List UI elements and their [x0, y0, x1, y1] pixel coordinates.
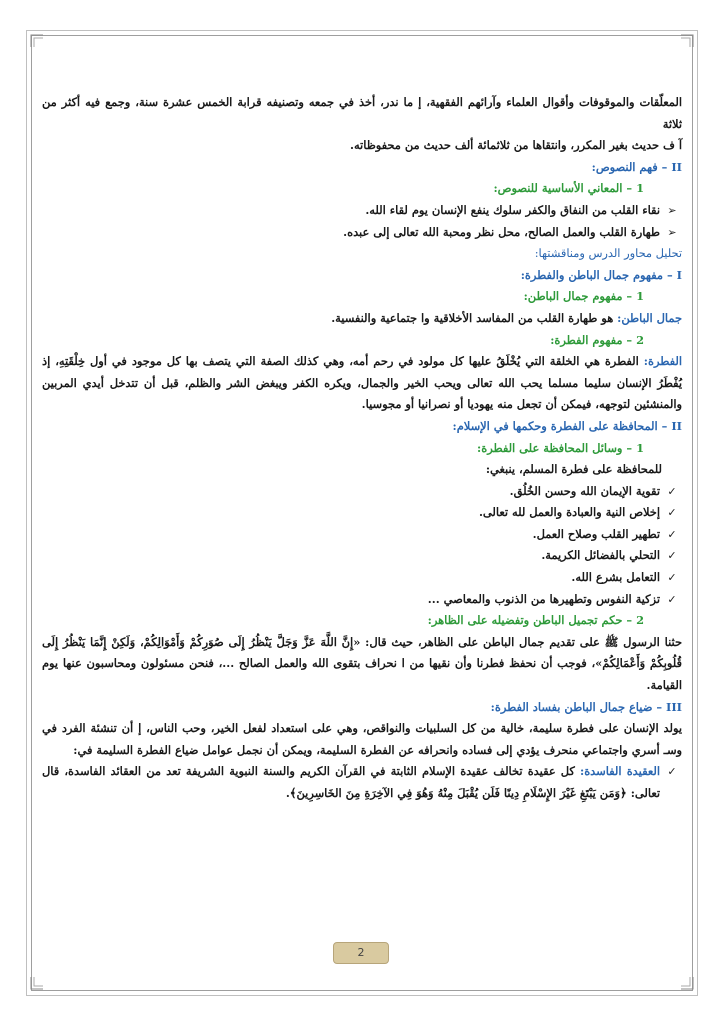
corner-ornament-icon [680, 976, 694, 990]
section-heading-1 [42, 265, 682, 287]
list-item: ➢ نقاء القلب من النفاق والكفر سلوك ينفع الإنسان يوم لقاء الله. [42, 200, 682, 222]
corner-ornament-icon [30, 34, 44, 48]
section-heading-3 [42, 697, 682, 719]
section-number: III [666, 699, 682, 714]
section-title: – المحافظة على الفطرة وحكمها في الإسلام: [452, 418, 668, 433]
page-number-badge: 2 [333, 942, 389, 964]
check-icon: ✓ [667, 506, 677, 520]
document-body [42, 92, 682, 805]
definition-paragraph: جمال الباطن: هو طهارة القلب من المفاسد الأخلاقية وا جتماعية والنفسية. [331, 310, 682, 325]
section-title: – فهم النصوص: [591, 159, 668, 174]
list-item: ✓ إخلاص النية والعبادة والعمل لله تعالى. [42, 502, 682, 524]
body-paragraph: يولد الإنسان على فطرة سليمة، خالية من كل السلبيات والنواقص، وهي على استعداد لفعل الخير، وحب الناس، إ أن تنشئة الفرد في وسـ أسري واجتماعي منحرف يؤدي إلى فساده وانحرافه عن الفطرة السليمة، ويمكن أن نجمل عوامل ضياع الفطرة السليمة في: [42, 721, 682, 757]
section-number: II [671, 159, 682, 174]
check-icon: ✓ [667, 484, 677, 498]
corner-ornament-icon [30, 976, 44, 990]
section-number: II [671, 418, 682, 433]
section-number: I [676, 267, 682, 282]
list-item: ✓ تطهير القلب وصلاح العمل. [42, 524, 682, 546]
hadith-paragraph: حثنا الرسول ﷺ على تقديم جمال الباطن على الظاهر، حيث قال: «إِنَّ اللَّهَ عَزَّ وَجَلَّ يَنْظُرُ إِلَى صُوَرِكُمْ وَأَمْوَالِكُمْ، وَلَكِنْ إِنَّمَا يَنْظُرُ إِلَى قُلُوبِكُمْ وَأَعْمَالِكُمْ»، فوجب أن نحفظ فطرنا وأن نقيها من ا نحراف بتقوى الله والعمل الصالح ...، فنحن مسئولون ومحاسبون عنها يوم القيامة. [42, 634, 682, 693]
subheading: 2 – مفهوم الفطرة: [550, 332, 644, 347]
arrow-icon: ➢ [667, 225, 677, 239]
subheading: 1 – مفهوم جمال الباطن: [523, 289, 644, 304]
check-icon: ✓ [667, 527, 677, 541]
check-icon: ✓ [667, 549, 677, 563]
section-title: – ضياع جمال الباطن بفساد الفطرة: [490, 699, 663, 714]
check-icon: ✓ [667, 592, 677, 606]
section-heading-texts [42, 157, 682, 179]
list-item: ✓ تقوية الإيمان الله وحسن الخُلُق. [42, 481, 682, 503]
intro-line: المعلّقات والموقوفات وأقوال العلماء وآرائهم الفقهية، إ ما ندر، أخذ في جمعه وتصنيفه قرابة الخمس عشرة سنة، وجمع فيه أكثر من ثلاثة [42, 95, 682, 131]
subheading: 1 – وسائل المحافظة على الفطرة: [477, 440, 644, 455]
list-item: ✓ التعامل بشرع الله. [42, 567, 682, 589]
intro-paragraph [42, 92, 682, 157]
subheading: 2 – حكم تجميل الباطن وتفضيله على الظاهر: [427, 613, 644, 628]
corner-ornament-icon [680, 34, 694, 48]
list-item: ✓ التحلي بالفضائل الكريمة. [42, 545, 682, 567]
intro-line: آ ف حديث بغير المكرر، وانتقاها من ثلاثمائة ألف حديث من محفوظاته. [349, 138, 682, 153]
definition-term: العقيدة الفاسدة: [580, 764, 660, 779]
list-item: ✓ تزكية النفوس وتطهيرها من الذنوب والمعاصي ... [42, 589, 682, 611]
check-list [42, 761, 682, 804]
arrow-list [42, 200, 682, 243]
analysis-heading: تحليل محاور الدرس ومناقشتها: [534, 246, 682, 261]
check-icon: ✓ [667, 765, 677, 779]
check-list [42, 481, 682, 611]
list-item: ➢ طهارة القلب والعمل الصالح، محل نظر ومحبة الله تعالى إلى عبده. [42, 222, 682, 244]
definition-term: الفطرة: [643, 354, 682, 369]
list-item: ✓ العقيدة الفاسدة: كل عقيدة تخالف عقيدة الإسلام الثابتة في القرآن الكريم والسنة النبوية الشريفة تعد من العقائد الفاسدة، قال تعالى: ﴿وَمَن يَبْتَغِ غَيْرَ الإِسْلَامِ دِينًا فَلَن يُقْبَلَ مِنْهُ وَهُوَ فِي الآخِرَةِ مِنَ الخَاسِرِينَ﴾. [42, 761, 682, 804]
section-heading-2 [42, 416, 682, 438]
definition-term: جمال الباطن: [617, 310, 682, 325]
section-title: – مفهوم جمال الباطن والفطرة: [520, 267, 673, 282]
subheading: 1 – المعاني الأساسية للنصوص: [493, 181, 644, 196]
check-icon: ✓ [667, 571, 677, 585]
definition-paragraph: الفطرة: الفطرة هي الخلقة التي يُخْلَقُ عليها كل مولود في رحم أمه، وهي كذلك الصفة التي يتصف بها كل موجود في أول خِلْقَتِهِ، إذ يُفْطَرُ الإنسان سليما مسلما يحب الله تعالى ويحب الخير والجمال، ويكره الكفر ويبغض الشر والظلم، قبل أن تتدخل أيدي المربين والمنشئين لتوجهه، فيمكن أن تجعل منه يهوديا أو نصرانيا أو مجوسيا. [42, 354, 682, 412]
list-lead: للمحافظة على فطرة المسلم، ينبغي: [485, 462, 662, 477]
arrow-icon: ➢ [667, 203, 677, 217]
